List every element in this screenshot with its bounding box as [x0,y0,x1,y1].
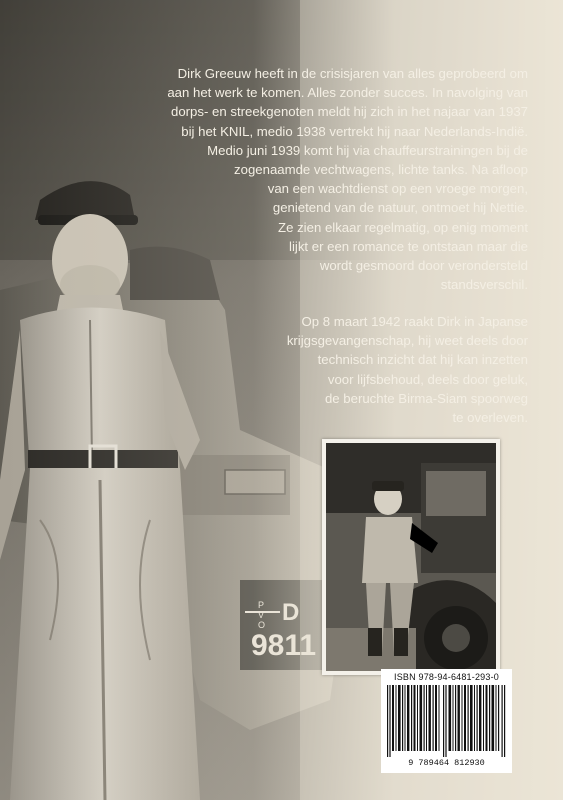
blurb-line: dorps- en streekgenoten meldt hij zich in het najaar van 1937 [170,104,528,120]
blurb-line: bij het KNIL, medio 1938 vertrekt hij naar Nederlands-Indië. [181,123,528,139]
isbn-digits: 9 789464 812930 [408,758,485,768]
blurb-line: genietend van de natuur, ontmoet hij Nettie. [272,200,528,216]
blurb-line: Dirk Greeuw heeft in de crisisjaren van alles geprobeerd om [177,66,528,81]
blurb-line: technisch inzicht dat hij kan inzetten [317,352,528,368]
barcode-bars [387,685,506,757]
isbn-label: ISBN 978-94-6481-293-0 [394,672,499,682]
blurb-paragraph-1 [58,64,528,294]
blurb-line: Medio juni 1939 komt hij via chauffeurstrainingen bij de [207,142,528,158]
blurb-line: lijkt er een romance te ontstaan maar die [289,238,528,254]
blurb-line: Op 8 maart 1942 raakt Dirk in Japanse [301,314,528,329]
blurb-line: van een wachtdienst op een vroege morgen, [267,181,528,197]
inset-photo-image [326,443,496,671]
inset-photo [322,439,500,675]
blurb-line: standsverschil. [440,277,528,293]
blurb-line: wordt gesmoord door verondersteld [319,258,528,274]
blurb-paragraph-2 [200,312,528,427]
blurb-line: te overleven. [452,410,528,426]
blurb-line: de beruchte Birma-Siam spoorweg [324,390,528,406]
blurb-line: krijgsgevangenschap, hij weet deels door [286,333,528,349]
blurb-line: aan het werk te komen. Alles zonder succes. In navolging van [167,85,528,101]
blurb-line: Ze zien elkaar regelmatig, op enig moment [278,219,528,235]
isbn-barcode [381,669,512,773]
blurb-line: voor lijfsbehoud, deels door geluk, [327,371,528,387]
blurb-line: zogenaamde vechtwagens, lichte tanks. Na afloop [234,162,528,178]
